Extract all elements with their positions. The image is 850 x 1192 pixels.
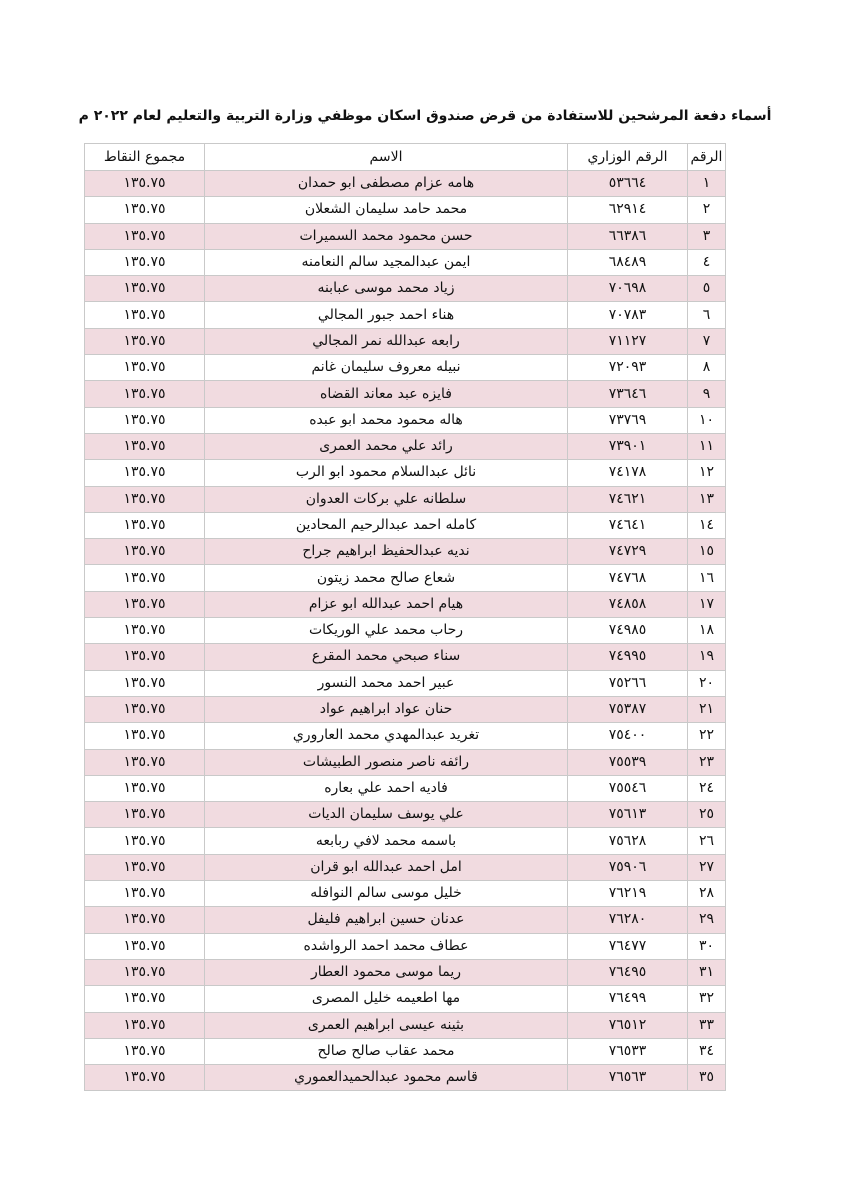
- ministry-number-cell: ٧٤٦٤١: [568, 512, 688, 538]
- name-cell: بثينه عيسى ابراهيم العمرى: [205, 1012, 568, 1038]
- ministry-number-cell: ٧٤٧٢٩: [568, 539, 688, 565]
- table-row: [85, 512, 726, 538]
- header-points: مجموع النقاط: [85, 144, 205, 171]
- points-cell: ١٣٥.٧٥: [85, 749, 205, 775]
- row-number-cell: ٧: [688, 328, 726, 354]
- points-cell: ١٣٥.٧٥: [85, 591, 205, 617]
- row-number-cell: ١٥: [688, 539, 726, 565]
- ministry-number-cell: ٧٣٦٤٦: [568, 381, 688, 407]
- row-number-cell: ٢٩: [688, 907, 726, 933]
- ministry-number-cell: ٧٦٤٩٥: [568, 959, 688, 985]
- name-cell: رابعه عبدالله نمر المجالي: [205, 328, 568, 354]
- name-cell: عطاف محمد احمد الرواشده: [205, 933, 568, 959]
- name-cell: هناء احمد جبور المجالي: [205, 302, 568, 328]
- name-cell: عبير احمد محمد النسور: [205, 670, 568, 696]
- points-cell: ١٣٥.٧٥: [85, 986, 205, 1012]
- ministry-number-cell: ٧٥٥٤٦: [568, 775, 688, 801]
- table-row: [85, 433, 726, 459]
- row-number-cell: ١٩: [688, 644, 726, 670]
- ministry-number-cell: ٥٣٦٦٤: [568, 171, 688, 197]
- points-cell: ١٣٥.٧٥: [85, 959, 205, 985]
- table-row: [85, 854, 726, 880]
- table-row: [85, 381, 726, 407]
- ministry-number-cell: ٧٦٥١٢: [568, 1012, 688, 1038]
- table-row: [85, 670, 726, 696]
- name-cell: زياد محمد موسى عبابنه: [205, 276, 568, 302]
- name-cell: تغريد عبدالمهدي محمد العاروري: [205, 723, 568, 749]
- table-row: [85, 486, 726, 512]
- name-cell: محمد حامد سليمان الشعلان: [205, 197, 568, 223]
- ministry-number-cell: ٧١١٢٧: [568, 328, 688, 354]
- row-number-cell: ١٤: [688, 512, 726, 538]
- table-row: [85, 276, 726, 302]
- row-number-cell: ٣٣: [688, 1012, 726, 1038]
- row-number-cell: ١: [688, 171, 726, 197]
- points-cell: ١٣٥.٧٥: [85, 460, 205, 486]
- row-number-cell: ١٧: [688, 591, 726, 617]
- row-number-cell: ٣٥: [688, 1065, 726, 1091]
- row-number-cell: ١٢: [688, 460, 726, 486]
- table-row: [85, 618, 726, 644]
- name-cell: سلطانه علي بركات العدوان: [205, 486, 568, 512]
- name-cell: حسن محمود محمد السميرات: [205, 223, 568, 249]
- name-cell: قاسم محمود عبدالحميدالعموري: [205, 1065, 568, 1091]
- points-cell: ١٣٥.٧٥: [85, 670, 205, 696]
- ministry-number-cell: ٧٦٥٦٣: [568, 1065, 688, 1091]
- name-cell: فايزه عبد معاند القضاه: [205, 381, 568, 407]
- points-cell: ١٣٥.٧٥: [85, 644, 205, 670]
- table-body: [85, 171, 726, 1091]
- table-row: [85, 775, 726, 801]
- name-cell: رائفه ناصر منصور الطبيشات: [205, 749, 568, 775]
- row-number-cell: ٣٠: [688, 933, 726, 959]
- row-number-cell: ٢٨: [688, 881, 726, 907]
- ministry-number-cell: ٧٠٧٨٣: [568, 302, 688, 328]
- table-row: [85, 355, 726, 381]
- row-number-cell: ٢٦: [688, 828, 726, 854]
- table-row: [85, 223, 726, 249]
- points-cell: ١٣٥.٧٥: [85, 539, 205, 565]
- ministry-number-cell: ٧٥٦١٣: [568, 802, 688, 828]
- ministry-number-cell: ٧٠٦٩٨: [568, 276, 688, 302]
- name-cell: هاله محمود محمد ابو عبده: [205, 407, 568, 433]
- ministry-number-cell: ٧٦٢٨٠: [568, 907, 688, 933]
- header-number: الرقم: [688, 144, 726, 171]
- row-number-cell: ٩: [688, 381, 726, 407]
- row-number-cell: ٣٤: [688, 1038, 726, 1064]
- points-cell: ١٣٥.٧٥: [85, 433, 205, 459]
- table-row: [85, 591, 726, 617]
- ministry-number-cell: ٧٣٧٦٩: [568, 407, 688, 433]
- name-cell: حنان عواد ابراهيم عواد: [205, 696, 568, 722]
- points-cell: ١٣٥.٧٥: [85, 328, 205, 354]
- points-cell: ١٣٥.٧٥: [85, 1065, 205, 1091]
- name-cell: رائد علي محمد العمرى: [205, 433, 568, 459]
- points-cell: ١٣٥.٧٥: [85, 355, 205, 381]
- row-number-cell: ١١: [688, 433, 726, 459]
- ministry-number-cell: ٧٦٤٧٧: [568, 933, 688, 959]
- points-cell: ١٣٥.٧٥: [85, 249, 205, 275]
- name-cell: خليل موسى سالم النوافله: [205, 881, 568, 907]
- points-cell: ١٣٥.٧٥: [85, 1038, 205, 1064]
- name-cell: ايمن عبدالمجيد سالم النعامنه: [205, 249, 568, 275]
- points-cell: ١٣٥.٧٥: [85, 197, 205, 223]
- row-number-cell: ٨: [688, 355, 726, 381]
- document-title: أسماء دفعة المرشحين للاستفادة من قرض صندوق اسكان موظفي وزارة التربية والتعليم لعام ٢٠٢٢ م: [78, 108, 772, 124]
- ministry-number-cell: ٦٨٤٨٩: [568, 249, 688, 275]
- row-number-cell: ٤: [688, 249, 726, 275]
- row-number-cell: ٢٣: [688, 749, 726, 775]
- ministry-number-cell: ٧٤٨٥٨: [568, 591, 688, 617]
- table-header-row: [85, 144, 726, 171]
- name-cell: امل احمد عبدالله ابو قران: [205, 854, 568, 880]
- points-cell: ١٣٥.٧٥: [85, 618, 205, 644]
- table-row: [85, 828, 726, 854]
- ministry-number-cell: ٧٥٦٢٨: [568, 828, 688, 854]
- ministry-number-cell: ٧٥٩٠٦: [568, 854, 688, 880]
- points-cell: ١٣٥.٧٥: [85, 512, 205, 538]
- ministry-number-cell: ٧٣٩٠١: [568, 433, 688, 459]
- points-cell: ١٣٥.٧٥: [85, 854, 205, 880]
- table-row: [85, 328, 726, 354]
- table-row: [85, 1038, 726, 1064]
- points-cell: ١٣٥.٧٥: [85, 828, 205, 854]
- ministry-number-cell: ٧٤٦٢١: [568, 486, 688, 512]
- name-cell: هامه عزام مصطفى ابو حمدان: [205, 171, 568, 197]
- table-row: [85, 723, 726, 749]
- points-cell: ١٣٥.٧٥: [85, 276, 205, 302]
- name-cell: مها اطعيمه خليل المصرى: [205, 986, 568, 1012]
- name-cell: نبيله معروف سليمان غانم: [205, 355, 568, 381]
- name-cell: فاديه احمد علي بعاره: [205, 775, 568, 801]
- row-number-cell: ٦: [688, 302, 726, 328]
- ministry-number-cell: ٧٥٥٣٩: [568, 749, 688, 775]
- points-cell: ١٣٥.٧٥: [85, 881, 205, 907]
- points-cell: ١٣٥.٧٥: [85, 223, 205, 249]
- name-cell: كامله احمد عبدالرحيم المحادين: [205, 512, 568, 538]
- row-number-cell: ٣٢: [688, 986, 726, 1012]
- table-row: [85, 539, 726, 565]
- table-row: [85, 696, 726, 722]
- name-cell: شعاع صالح محمد زيتون: [205, 565, 568, 591]
- table-row: [85, 1065, 726, 1091]
- table-row: [85, 171, 726, 197]
- row-number-cell: ١٨: [688, 618, 726, 644]
- row-number-cell: ٢٥: [688, 802, 726, 828]
- table-row: [85, 1012, 726, 1038]
- ministry-number-cell: ٧٤١٧٨: [568, 460, 688, 486]
- points-cell: ١٣٥.٧٥: [85, 775, 205, 801]
- table-row: [85, 197, 726, 223]
- points-cell: ١٣٥.٧٥: [85, 486, 205, 512]
- ministry-number-cell: ٦٦٣٨٦: [568, 223, 688, 249]
- row-number-cell: ١٠: [688, 407, 726, 433]
- name-cell: ريما موسى محمود العطار: [205, 959, 568, 985]
- table-row: [85, 749, 726, 775]
- table-row: [85, 907, 726, 933]
- table-row: [85, 881, 726, 907]
- row-number-cell: ٢٧: [688, 854, 726, 880]
- points-cell: ١٣٥.٧٥: [85, 171, 205, 197]
- name-cell: علي يوسف سليمان الديات: [205, 802, 568, 828]
- points-cell: ١٣٥.٧٥: [85, 696, 205, 722]
- points-cell: ١٣٥.٧٥: [85, 723, 205, 749]
- name-cell: سناء صبحي محمد المقرع: [205, 644, 568, 670]
- name-cell: باسمه محمد لافي ربابعه: [205, 828, 568, 854]
- header-ministry-number: الرقم الوزاري: [568, 144, 688, 171]
- points-cell: ١٣٥.٧٥: [85, 302, 205, 328]
- table-row: [85, 959, 726, 985]
- table-row: [85, 460, 726, 486]
- ministry-number-cell: ٧٤٩٩٥: [568, 644, 688, 670]
- points-cell: ١٣٥.٧٥: [85, 407, 205, 433]
- ministry-number-cell: ٧٢٠٩٣: [568, 355, 688, 381]
- name-cell: نائل عبدالسلام محمود ابو الرب: [205, 460, 568, 486]
- name-cell: محمد عقاب صالح صالح: [205, 1038, 568, 1064]
- ministry-number-cell: ٧٥٤٠٠: [568, 723, 688, 749]
- row-number-cell: ٣١: [688, 959, 726, 985]
- ministry-number-cell: ٧٤٧٦٨: [568, 565, 688, 591]
- table-row: [85, 644, 726, 670]
- table-row: [85, 565, 726, 591]
- ministry-number-cell: ٧٤٩٨٥: [568, 618, 688, 644]
- ministry-number-cell: ٦٢٩١٤: [568, 197, 688, 223]
- row-number-cell: ٢٤: [688, 775, 726, 801]
- row-number-cell: ١٣: [688, 486, 726, 512]
- points-cell: ١٣٥.٧٥: [85, 907, 205, 933]
- row-number-cell: ٢٢: [688, 723, 726, 749]
- table-row: [85, 249, 726, 275]
- table-row: [85, 802, 726, 828]
- points-cell: ١٣٥.٧٥: [85, 802, 205, 828]
- row-number-cell: ٢٠: [688, 670, 726, 696]
- row-number-cell: ٣: [688, 223, 726, 249]
- row-number-cell: ٢١: [688, 696, 726, 722]
- points-cell: ١٣٥.٧٥: [85, 565, 205, 591]
- table-row: [85, 302, 726, 328]
- ministry-number-cell: ٧٦٢١٩: [568, 881, 688, 907]
- name-cell: عدنان حسين ابراهيم فليفل: [205, 907, 568, 933]
- ministry-number-cell: ٧٥٣٨٧: [568, 696, 688, 722]
- row-number-cell: ٥: [688, 276, 726, 302]
- points-cell: ١٣٥.٧٥: [85, 381, 205, 407]
- table-row: [85, 407, 726, 433]
- ministry-number-cell: ٧٦٥٣٣: [568, 1038, 688, 1064]
- table-row: [85, 933, 726, 959]
- name-cell: نديه عبدالحفيظ ابراهيم جراح: [205, 539, 568, 565]
- points-cell: ١٣٥.٧٥: [85, 933, 205, 959]
- header-name: الاسم: [205, 144, 568, 171]
- ministry-number-cell: ٧٥٢٦٦: [568, 670, 688, 696]
- name-cell: هيام احمد عبدالله ابو عزام: [205, 591, 568, 617]
- row-number-cell: ١٦: [688, 565, 726, 591]
- table-row: [85, 986, 726, 1012]
- points-cell: ١٣٥.٧٥: [85, 1012, 205, 1038]
- ministry-number-cell: ٧٦٤٩٩: [568, 986, 688, 1012]
- row-number-cell: ٢: [688, 197, 726, 223]
- name-cell: رحاب محمد علي الوريكات: [205, 618, 568, 644]
- candidates-table: [84, 143, 726, 1091]
